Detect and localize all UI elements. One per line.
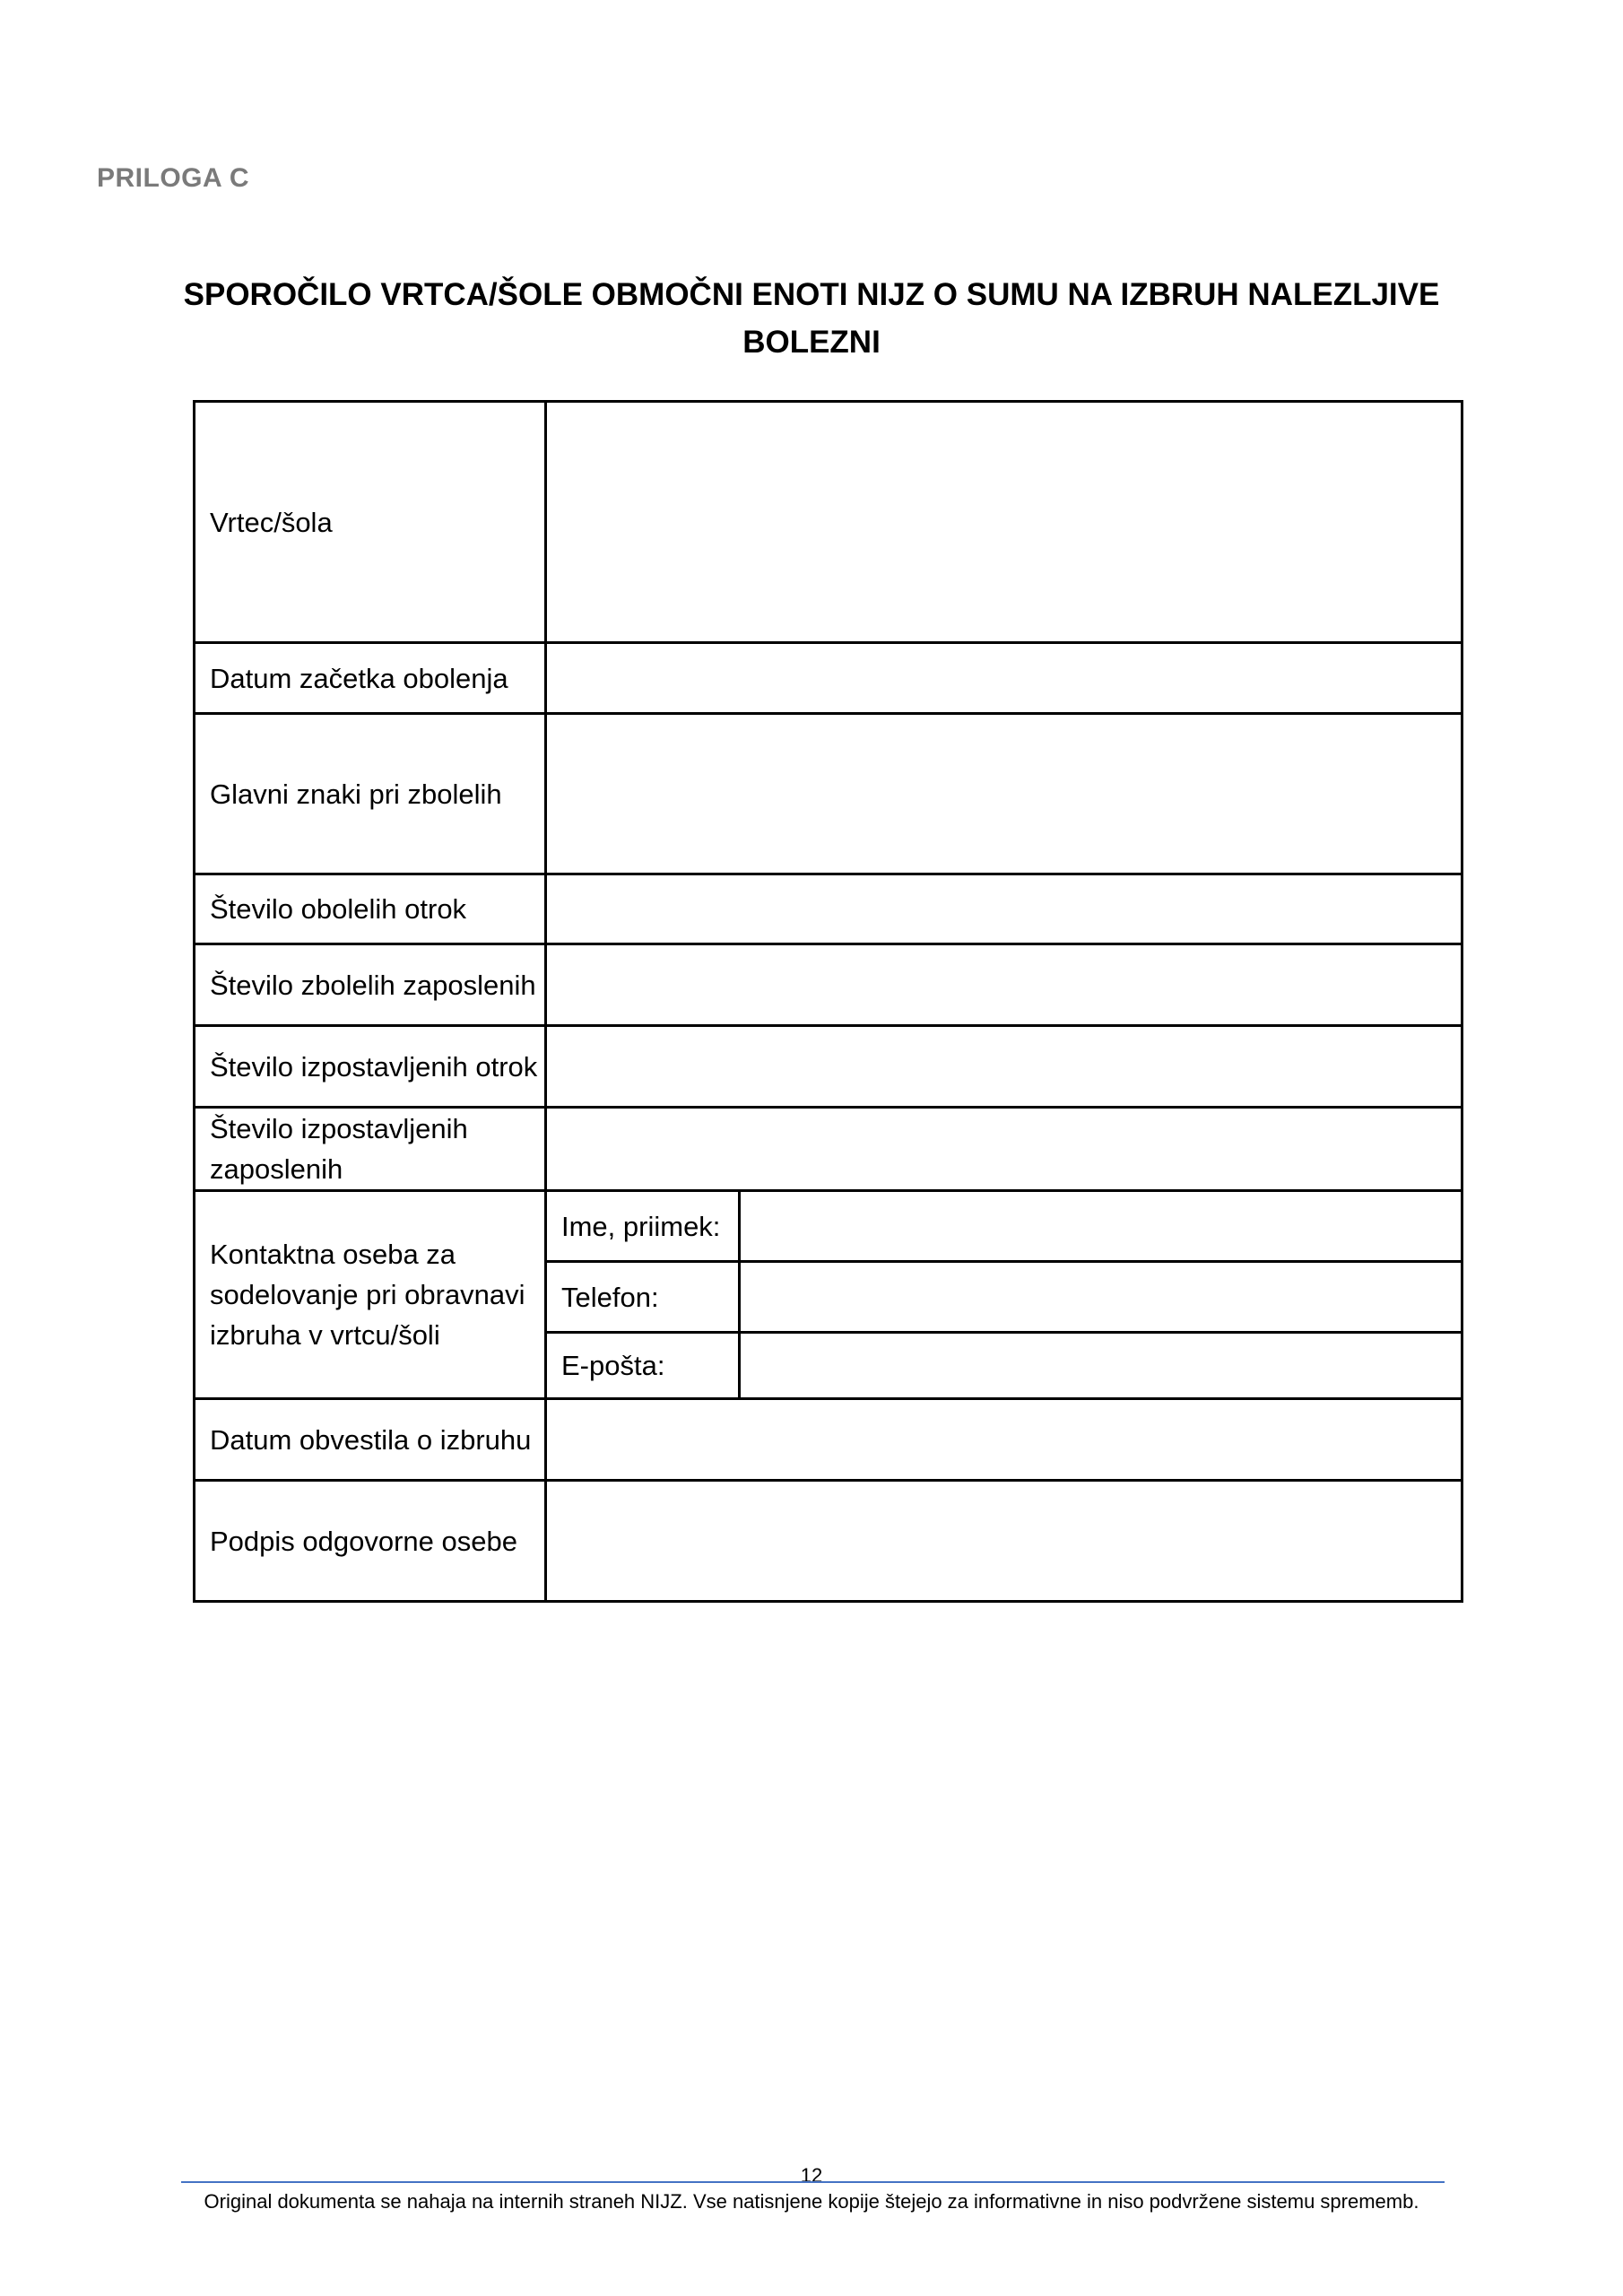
contact-person-label: Kontaktna oseba za sodelovanje pri obravnavi izbruha v vrtcu/šoli: [195, 1191, 546, 1399]
sick-children-count-field[interactable]: [546, 874, 1462, 944]
form-row: [195, 944, 1462, 1026]
document-title: SPOROČILO VRTCA/ŠOLE OBMOČNI ENOTI NIJZ O SUMU NA IZBRUH NALEZLJIVE BOLEZNI: [183, 277, 1440, 360]
contact-phone-field[interactable]: [740, 1262, 1462, 1333]
field-label: Število izpostavljenih otrok: [195, 1026, 546, 1108]
form-row: [195, 1399, 1462, 1481]
field-label: Glavni znaki pri zbolelih: [195, 714, 546, 874]
footer-disclaimer: Original dokumenta se nahaja na internih straneh NIJZ. Vse natisnjene kopije štejejo za informativne in niso podvržene sistemu sprememb.: [204, 2190, 1419, 2213]
contact-email-field[interactable]: [740, 1333, 1462, 1399]
form-row: [195, 643, 1462, 714]
field-label: Število zbolelih zaposlenih: [195, 944, 546, 1026]
exposed-employees-count-field[interactable]: [546, 1108, 1462, 1191]
field-label: Vrtec/šola: [195, 402, 546, 643]
field-label: Število izpostavljenih zaposlenih: [195, 1108, 546, 1191]
exposed-children-count-field[interactable]: [546, 1026, 1462, 1108]
footer-rule: [181, 2181, 1445, 2183]
outbreak-report-form: [193, 400, 1463, 1603]
field-label: Število obolelih otrok: [195, 874, 546, 944]
field-label: Datum obvestila o izbruhu: [195, 1399, 546, 1481]
form-row: [195, 1191, 1462, 1262]
form-row: [195, 714, 1462, 874]
onset-date-field[interactable]: [546, 643, 1462, 714]
annex-label: PRILOGA C: [97, 163, 250, 193]
contact-name-field[interactable]: [740, 1191, 1462, 1262]
contact-name-label: Ime, priimek:: [546, 1191, 740, 1262]
page-number: 12: [800, 2164, 823, 2187]
field-label: Datum začetka obolenja: [195, 643, 546, 714]
form-row: [195, 1026, 1462, 1108]
sick-employees-count-field[interactable]: [546, 944, 1462, 1026]
form-row: [195, 874, 1462, 944]
main-symptoms-field[interactable]: [546, 714, 1462, 874]
contact-email-label: E-pošta:: [546, 1333, 740, 1399]
form-row: [195, 402, 1462, 643]
kindergarten-school-field[interactable]: [546, 402, 1462, 643]
signature-field[interactable]: [546, 1481, 1462, 1602]
form-row: [195, 1108, 1462, 1191]
notification-date-field[interactable]: [546, 1399, 1462, 1481]
form-row: [195, 1481, 1462, 1602]
contact-phone-label: Telefon:: [546, 1262, 740, 1333]
field-label: Podpis odgovorne osebe: [195, 1481, 546, 1602]
